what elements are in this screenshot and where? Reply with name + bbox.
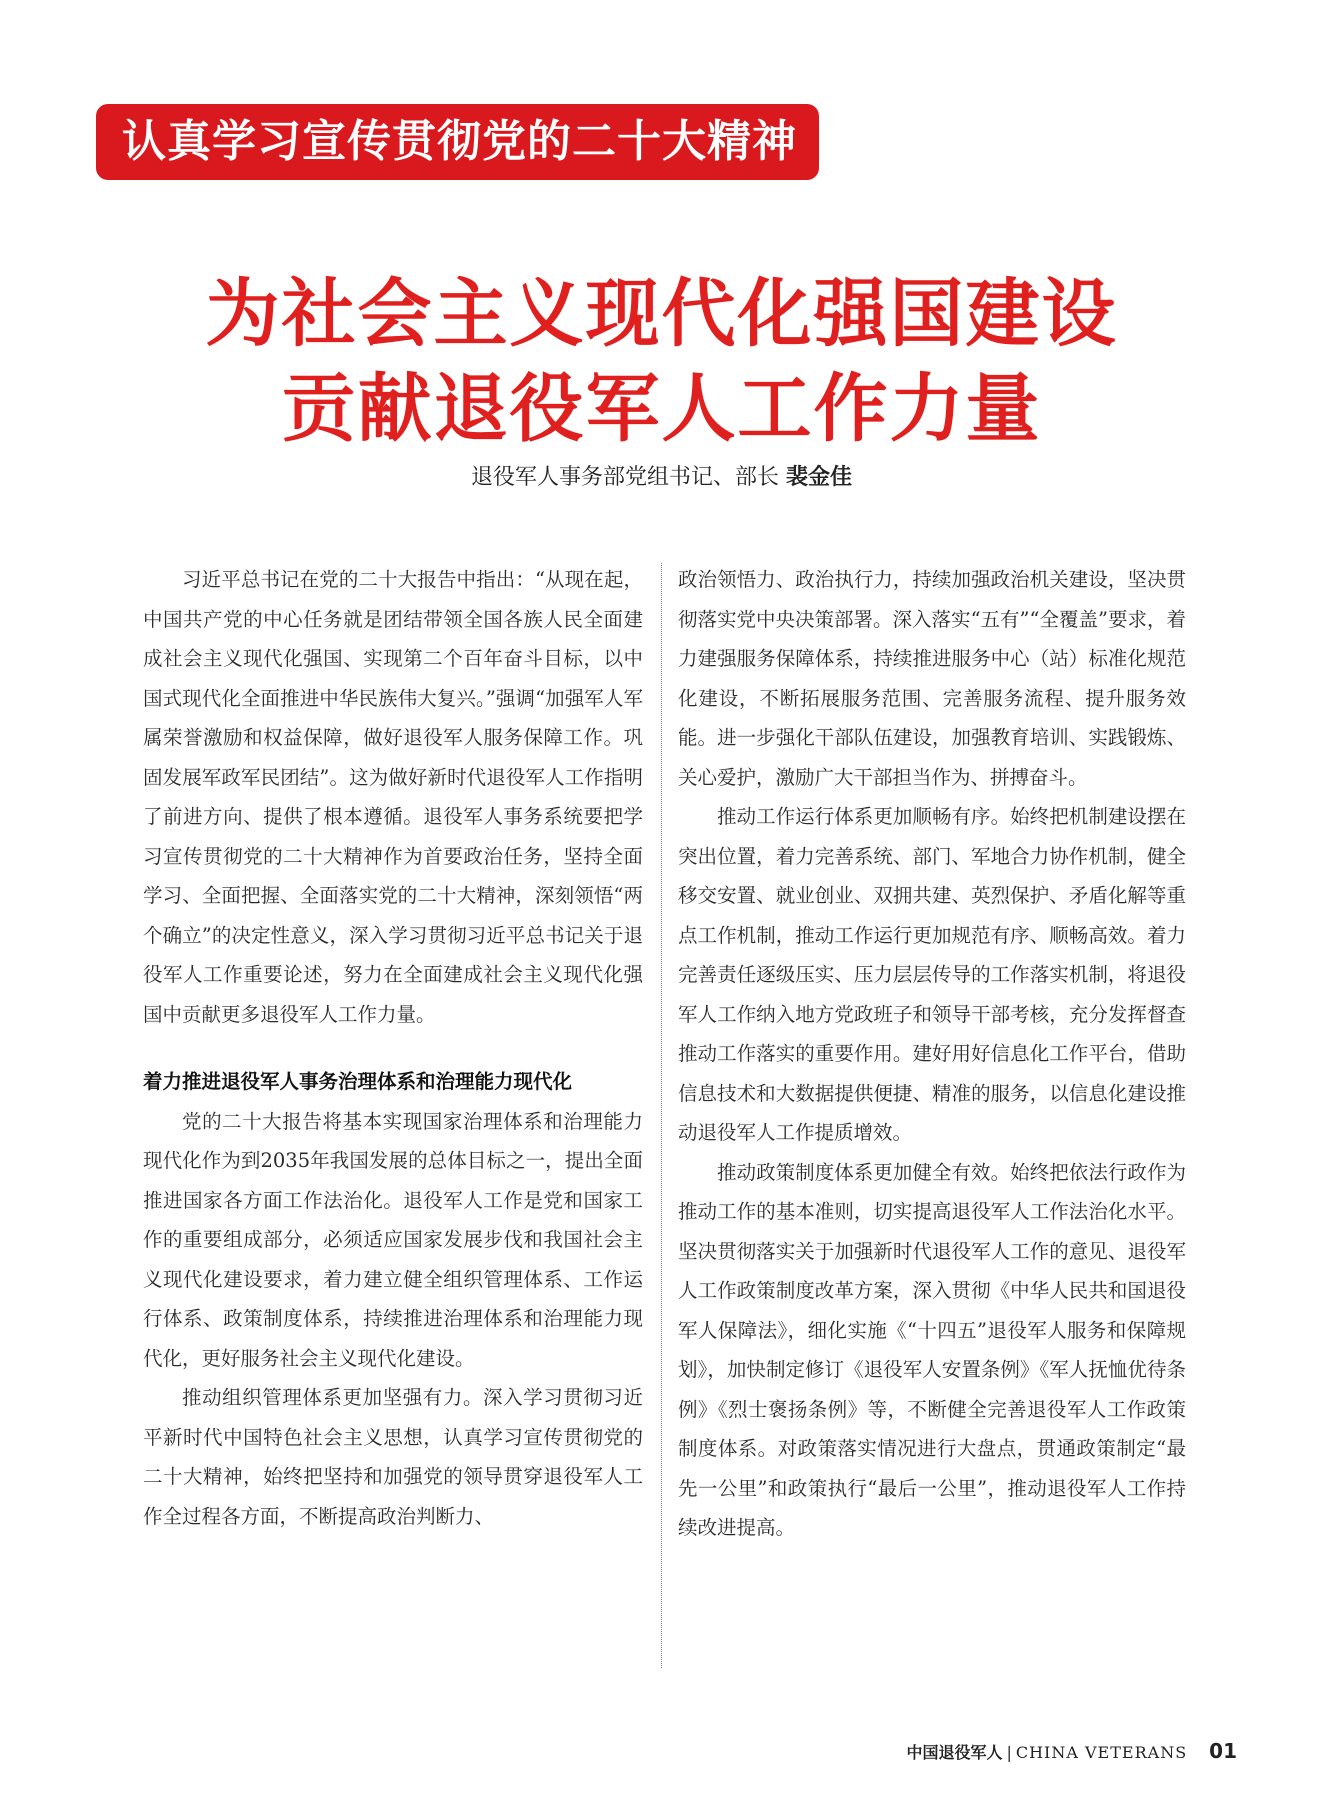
paragraph: 党的二十大报告将基本实现国家治理体系和治理能力现代化作为到2035年我国发展的总体目标之一，提出全面推进国家各方面工作法治化。退役军人工作是党和国家工作的重要组成部分，必须适应国家发展步伐和我国社会主义现代化建设要求，着力建立健全组织管理体系、工作运行体系、政策制度体系，持续推进治理体系和治理能力现代化，更好服务社会主义现代化建设。 — [143, 1109, 643, 1370]
paragraph: 政治领悟力、政治执行力，持续加强政治机关建设，坚决贯彻落实党中央决策部署。深入落实“五有”“全覆盖”要求，着力建强服务保障体系，持续推进服务中心（站）标准化规范化建设，不断拓展服务范围、完善服务流程、提升服务效能。进一步强化干部队伍建设，加强教育培训、实践锻炼、关心爱护，激励广大干部担当作为、拼搏奋斗。 — [678, 568, 1186, 789]
section-banner: 认真学习宣传贯彻党的二十大精神 — [96, 104, 819, 180]
left-column — [143, 560, 643, 1536]
magazine-name-cn: 中国退役军人 — [906, 1743, 1003, 1762]
author-role: 退役军人事务部党组书记、部长 — [470, 465, 779, 490]
paragraph: 推动组织管理体系更加坚强有力。深入学习贯彻习近平新时代中国特色社会主义思想，认真学习宣传贯彻党的二十大精神，始终把坚持和加强党的领导贯穿退役军人工作全过程各方面，不断提高政治判断力、 — [143, 1386, 643, 1528]
article-title-line-2: 贡献退役军人工作力量 — [281, 366, 1042, 452]
byline — [0, 460, 1323, 491]
paragraph: 推动政策制度体系更加健全有效。始终把依法行政作为推动工作的基本准则，切实提高退役军人工作法治化水平。坚决贯彻落实关于加强新时代退役军人工作的意见、退役军人工作政策制度改革方案，深入贯彻《中华人民共和国退役军人保障法》，细化实施《“十四五”退役军人服务和保障规划》，加快制定修订《退役军人安置条例》《军人抚恤优待条例》《烈士褒扬条例》等，不断健全完善退役军人工作政策制度体系。对政策落实情况进行大盘点，贯通政策制定“最先一公里”和政策执行“最后一公里”，推动退役军人工作持续改进提高。 — [678, 1160, 1186, 1539]
column-divider — [661, 563, 662, 1668]
section-heading: 着力推进退役军人事务治理体系和治理能力现代化 — [143, 1070, 573, 1093]
footer-separator: | — [1006, 1743, 1012, 1762]
page-footer — [906, 1739, 1237, 1763]
paragraph: 推动工作运行体系更加顺畅有序。始终把机制建设摆在突出位置，着力完善系统、部门、军地合力协作机制，健全移交安置、就业创业、双拥共建、英烈保护、矛盾化解等重点工作机制，推动工作运行更加规范有序、顺畅高效。着力完善责任逐级压实、压力层层传导的工作落实机制，将退役军人工作纳入地方党政班子和领导干部考核，充分发挥督查推动工作落实的重要作用。建好用好信息化工作平台，借助信息技术和大数据提供便捷、精准的服务，以信息化建设推动退役军人工作提质增效。 — [678, 805, 1186, 1144]
magazine-name-en: CHINA VETERANS — [1015, 1743, 1188, 1762]
page-number: 01 — [1209, 1739, 1237, 1763]
paragraph: 习近平总书记在党的二十大报告中指出：“从现在起，中国共产党的中心任务就是团结带领全国各族人民全面建成社会主义现代化强国、实现第二个百年奋斗目标，以中国式现代化全面推进中华民族伟大复兴。”强调“加强军人军属荣誉激励和权益保障，做好退役军人服务保障工作。巩固发展军政军民团结”。这为做好新时代退役军人工作指明了前进方向、提供了根本遵循。退役军人事务系统要把学习宣传贯彻党的二十大精神作为首要政治任务，坚持全面学习、全面把握、全面落实党的二十大精神，深刻领悟“两个确立”的决定性意义，深入学习贯彻习近平总书记关于退役军人工作重要论述，努力在全面建成社会主义现代化强国中贡献更多退役军人工作力量。 — [143, 568, 643, 1026]
right-column — [678, 560, 1186, 1548]
article-title-line-1: 为社会主义现代化强国建设 — [205, 271, 1118, 357]
author-name: 裴金佳 — [786, 465, 853, 490]
